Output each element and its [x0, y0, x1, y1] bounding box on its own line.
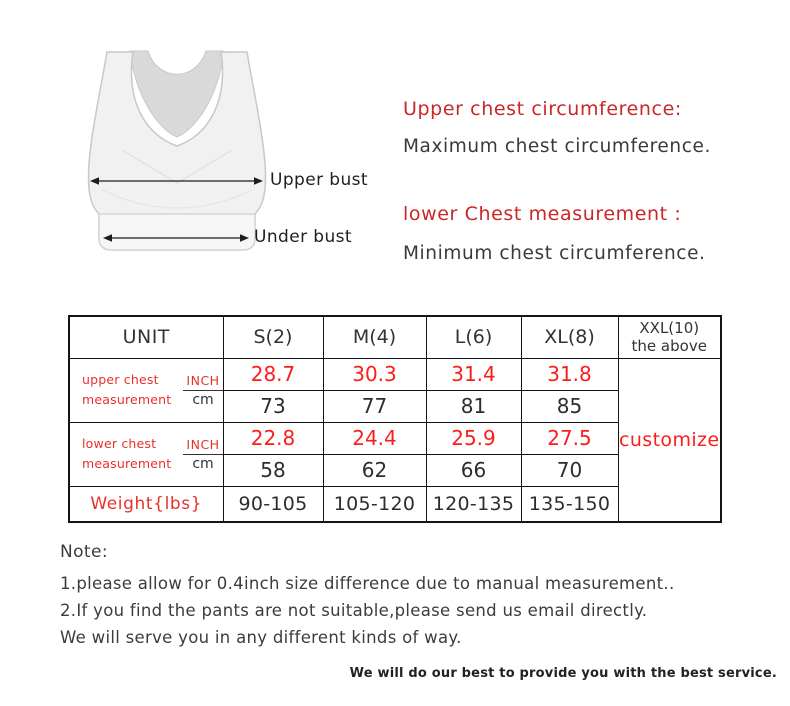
table-cell: 31.4 — [426, 358, 521, 390]
under-bust-label: Under bust — [254, 227, 352, 247]
footer-service-text: We will do our best to provide you with the best service. — [349, 666, 777, 681]
unit-header-cell: UNIT — [69, 316, 223, 358]
table-cell: 24.4 — [323, 422, 426, 454]
upper-chest-row-label — [82, 370, 171, 410]
table-row — [69, 358, 721, 390]
lower-chest-title: lower Chest measurement : — [403, 203, 682, 225]
note-line-3: We will serve you in any different kinds of way. — [60, 628, 462, 647]
table-cell: 62 — [323, 454, 426, 486]
table-cell: 22.8 — [223, 422, 323, 454]
table-cell: 135-150 — [521, 486, 618, 522]
table-cell: 105-120 — [323, 486, 426, 522]
inch-cm-fraction — [183, 437, 222, 472]
table-cell: 77 — [323, 390, 426, 422]
weight-label-cell: Weight{lbs} — [69, 486, 223, 522]
lower-chest-label-cell — [69, 422, 223, 486]
label-line: measurement — [82, 392, 172, 407]
label-line: lower chest — [82, 436, 157, 451]
upper-bust-arrow-icon — [90, 176, 263, 186]
table-cell: 90-105 — [223, 486, 323, 522]
notes-title: Note: — [60, 542, 108, 562]
table-cell: 25.9 — [426, 422, 521, 454]
size-header-xl: XL(8) — [521, 316, 618, 358]
xxl-header-line1: XXL(10) — [639, 319, 700, 338]
note-line-2: 2.If you find the pants are not suitable,please send us email directly. — [60, 601, 648, 620]
inch-unit-label: INCH — [183, 373, 222, 391]
notes-section — [60, 542, 675, 651]
table-cell: 70 — [521, 454, 618, 486]
table-header-row — [69, 316, 721, 358]
cm-unit-label: cm — [192, 391, 214, 408]
upper-bust-label: Upper bust — [270, 170, 368, 190]
size-header-xxl — [618, 316, 721, 358]
table-cell: 85 — [521, 390, 618, 422]
inch-cm-fraction — [183, 373, 222, 408]
xxl-header-line2: the above — [631, 337, 707, 356]
sports-bra-image — [82, 38, 272, 263]
lower-chest-row-label — [82, 434, 171, 474]
table-cell: 66 — [426, 454, 521, 486]
upper-chest-title: Upper chest circumference: — [403, 98, 682, 120]
table-cell: 27.5 — [521, 422, 618, 454]
table-cell: 31.8 — [521, 358, 618, 390]
size-header-l: L(6) — [426, 316, 521, 358]
table-cell: 30.3 — [323, 358, 426, 390]
customize-cell: customize — [618, 358, 721, 522]
label-line: upper chest — [82, 372, 159, 387]
table-cell: 120-135 — [426, 486, 521, 522]
inch-unit-label: INCH — [183, 437, 222, 455]
table-cell: 73 — [223, 390, 323, 422]
note-line-1: 1.please allow for 0.4inch size difference due to manual measurement.. — [60, 574, 675, 593]
under-bust-arrow-icon — [103, 233, 249, 243]
table-cell: 28.7 — [223, 358, 323, 390]
label-line: measurement — [82, 456, 172, 471]
size-chart-table — [68, 315, 722, 523]
table-cell: 58 — [223, 454, 323, 486]
table-cell: 81 — [426, 390, 521, 422]
upper-chest-label-cell — [69, 358, 223, 422]
cm-unit-label: cm — [192, 455, 214, 472]
upper-chest-description: Maximum chest circumference. — [403, 136, 711, 157]
size-header-s: S(2) — [223, 316, 323, 358]
lower-chest-description: Minimum chest circumference. — [403, 243, 706, 264]
size-header-m: M(4) — [323, 316, 426, 358]
